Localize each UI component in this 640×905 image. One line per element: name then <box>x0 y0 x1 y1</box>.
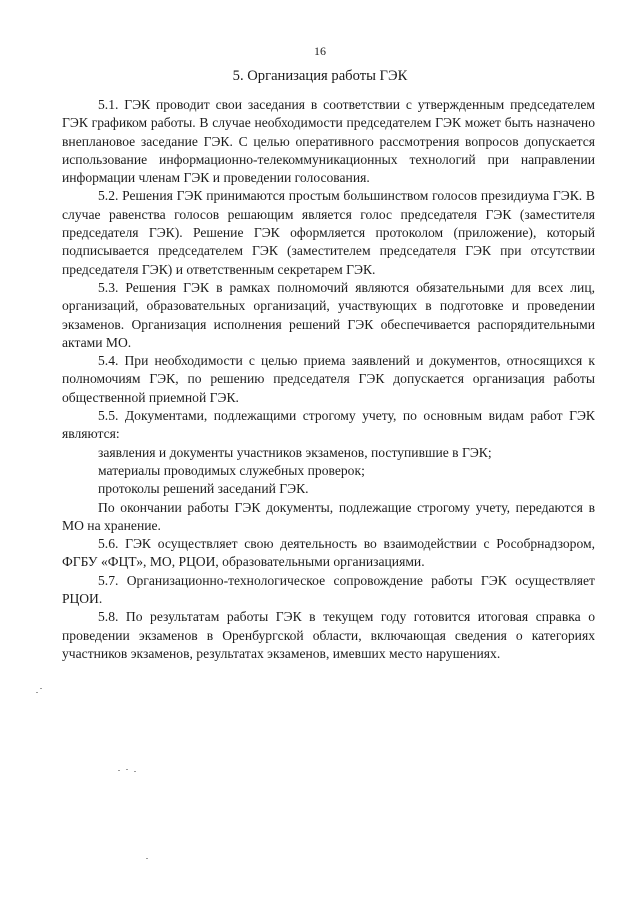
section-body <box>62 96 595 663</box>
page-number: 16 <box>314 44 326 58</box>
paragraph-5-7: 5.7. Организационно-технологическое сопровождение работы ГЭК осуществляет РЦОИ. <box>62 572 595 607</box>
paragraph-5-3: 5.3. Решения ГЭК в рамках полномочий являются обязательными для всех лиц, организаций, образовательных организаций, участвующих в подготовке и проведении экзаменов. Организация исполнения решений ГЭК обеспечивается распорядительными актами МО. <box>62 279 595 350</box>
paragraph-5-2: 5.2. Решения ГЭК принимаются простым большинством голосов президиума ГЭК. В случае равенства голосов решающим является голос председателя ГЭК (заместителя председателя ГЭК). Решение ГЭК оформляется протоколом (приложение), который подписывается председателем ГЭК (заместителем председателя ГЭК при отсутствии председателя ГЭК) и ответственным секретарем ГЭК. <box>62 188 595 277</box>
list-item: протоколы решений заседаний ГЭК. <box>98 481 309 497</box>
paragraph-5-6: 5.6. ГЭК осуществляет свою деятельность во взаимодействии с Рособрнадзором, ФГБУ «ФЦТ», МО, РЦОИ, образовательными организациями. <box>62 536 595 570</box>
paragraph-5-1: 5.1. ГЭК проводит свои заседания в соответствии с утвержденным председателем ГЭК графиком работы. В случае необходимости председателем ГЭК может быть назначено внеплановое заседание ГЭК. С целью оперативного рассмотрения вопросов допускается использование информационно-телекоммуникационных технологий при направлении информации членам ГЭК и проведении голосования. <box>62 97 595 186</box>
scan-speck <box>134 771 136 772</box>
paragraph-5-8: 5.8. По результатам работы ГЭК в текущем году готовится итоговая справка о проведении экзаменов в Оренбургской области, включающая сведения о категориях участников экзаменов, результатах экзаменов, имевших место нарушениях. <box>62 609 595 661</box>
section-title: 5. Организация работы ГЭК <box>232 68 408 84</box>
paragraph-5-4: 5.4. При необходимости с целью приема заявлений и документов, относящихся к полномочиям ГЭК, по решению председателя ГЭК допускается организация работы общественной приемной ГЭК. <box>62 353 595 405</box>
list-item: заявления и документы участников экзаменов, поступившие в ГЭК; <box>98 444 492 460</box>
scan-speck <box>40 688 42 689</box>
scan-speck <box>118 770 120 771</box>
scan-speck <box>36 692 38 693</box>
scan-speck <box>146 858 148 859</box>
paragraph-5-5: 5.5. Документами, подлежащими строгому учету, по основным видам работ ГЭК являются: <box>62 408 595 442</box>
paragraph-storage: По окончании работы ГЭК документы, подлежащие строгому учету, передаются в МО на хранение. <box>62 499 595 533</box>
scan-speck <box>126 769 128 770</box>
list-item: материалы проводимых служебных проверок; <box>98 462 365 478</box>
